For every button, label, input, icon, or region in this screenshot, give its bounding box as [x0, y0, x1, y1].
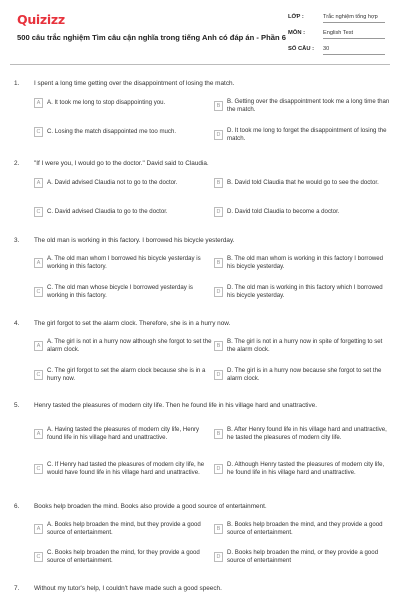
question-text: "If I were you, I would go to the doctor." David said to Claudia. [34, 160, 209, 167]
option-a[interactable] [34, 255, 212, 271]
question-number: 7. [14, 585, 20, 592]
option-text: D. Although Henry tasted the pleasures of modern city life, he found life in his village hard and unattractive. [227, 461, 385, 477]
header-divider [10, 64, 390, 65]
option-a[interactable] [34, 426, 212, 442]
option-c[interactable] [34, 367, 212, 383]
question-text: Books help broaden the mind. Books also provide a good source of entertainment. [34, 503, 267, 510]
option-a[interactable] [34, 338, 212, 354]
question-number: 6. [14, 503, 20, 510]
option-letter: D [214, 370, 223, 380]
option-d[interactable] [214, 549, 392, 565]
option-letter: A [34, 524, 43, 534]
option-b[interactable] [214, 426, 392, 442]
option-letter: C [34, 287, 43, 297]
option-c[interactable] [34, 127, 212, 137]
option-a[interactable] [34, 98, 212, 108]
document-header [0, 0, 400, 62]
meta-subject-value: English Test [323, 30, 385, 39]
option-b[interactable] [214, 521, 392, 537]
option-text: A. David advised Claudia not to go to the doctor. [47, 178, 178, 186]
option-text: A. The girl is not in a hurry now although she forgot to set the alarm clock. [47, 338, 212, 354]
question-text: The old man is working in this factory. I borrowed his bicycle yesterday. [34, 237, 235, 244]
question-number: 1. [14, 80, 20, 87]
option-letter: A [34, 178, 43, 188]
option-a[interactable] [34, 178, 212, 188]
option-letter: B [214, 178, 223, 188]
option-text: B. After Henry found life in his village hard and unattractive, he tasted the pleasures of modern city life. [227, 426, 387, 442]
option-text: D. The old man is working in this factory which I borrowed his bicycle yesterday. [227, 284, 383, 300]
question-number: 2. [14, 160, 20, 167]
option-a[interactable] [34, 521, 212, 537]
option-letter: D [214, 130, 223, 140]
meta-subject-label: MÔN : [288, 30, 306, 36]
option-text: B. The girl is not in a hurry now in spite of forgetting to set the alarm clock. [227, 338, 383, 354]
meta-class-value: Trắc nghiệm tổng hợp [323, 14, 385, 23]
option-letter: A [34, 341, 43, 351]
option-c[interactable] [34, 461, 212, 477]
option-b[interactable] [214, 98, 392, 114]
option-c[interactable] [34, 284, 212, 300]
question-text: The girl forgot to set the alarm clock. Therefore, she is in a hurry now. [34, 320, 231, 327]
option-text: B. Books help broaden the mind, and they provide a good source of entertainment. [227, 521, 383, 537]
option-letter: C [34, 464, 43, 474]
option-c[interactable] [34, 207, 212, 217]
option-text: A. The old man whom I borrowed his bicycle yesterday is working in this factory. [47, 255, 201, 271]
question-number: 5. [14, 402, 20, 409]
option-letter: A [34, 429, 43, 439]
option-text: A. It took me long to stop disappointing you. [47, 98, 166, 106]
option-letter: B [214, 101, 223, 111]
option-text: A. Having tasted the pleasures of modern city life, Henry found life in his village hard and unattractive. [47, 426, 200, 442]
option-text: D. David told Claudia to become a doctor. [227, 207, 340, 215]
question-text: Henry tasted the pleasures of modern city life. Then he found life in his village hard and unattractive. [34, 402, 318, 409]
question-text: Without my tutor's help, I couldn't have made such a good speech. [34, 585, 222, 592]
option-letter: C [34, 127, 43, 137]
option-text: D. Books help broaden the mind, or they provide a good source of entertainment [227, 549, 379, 565]
option-text: D. It took me long to forget the disappointment of losing the match. [227, 127, 387, 143]
option-c[interactable] [34, 549, 212, 565]
option-text: C. David advised Claudia to go to the doctor. [47, 207, 168, 215]
option-text: C. Losing the match disappointed me too much. [47, 127, 177, 135]
option-letter: C [34, 370, 43, 380]
option-d[interactable] [214, 367, 392, 383]
option-d[interactable] [214, 207, 392, 217]
option-d[interactable] [214, 284, 392, 300]
question-text: I spent a long time getting over the disappointment of losing the match. [34, 80, 235, 87]
document-title: 500 câu trắc nghiệm Tìm câu cận nghĩa trong tiếng Anh có đáp án - Phần 6 [17, 33, 286, 42]
option-letter: B [214, 524, 223, 534]
option-b[interactable] [214, 255, 392, 271]
option-d[interactable] [214, 461, 392, 477]
option-letter: A [34, 98, 43, 108]
meta-question-count-label: SỐ CÂU : [288, 46, 315, 52]
option-letter: B [214, 429, 223, 439]
option-b[interactable] [214, 338, 392, 354]
option-text: B. The old man whom is working in this factory I borrowed his bicycle yesterday. [227, 255, 384, 271]
option-letter: D [214, 552, 223, 562]
option-letter: B [214, 341, 223, 351]
option-text: C. Books help broaden the mind, for they provide a good source of entertainment. [47, 549, 200, 565]
option-text: A. Books help broaden the mind, but they provide a good source of entertainment. [47, 521, 201, 537]
quizizz-logo[interactable]: Quizizz [17, 12, 65, 27]
option-letter: C [34, 207, 43, 217]
option-b[interactable] [214, 178, 392, 188]
option-text: B. David told Claudia that he would go to see the doctor. [227, 178, 379, 186]
option-d[interactable] [214, 127, 392, 143]
meta-question-count-value: 30 [323, 46, 385, 55]
option-letter: A [34, 258, 43, 268]
question-number: 3. [14, 237, 20, 244]
option-letter: D [214, 287, 223, 297]
option-letter: C [34, 552, 43, 562]
option-text: C. The old man whose bicycle I borrowed yesterday is working in this factory. [47, 284, 193, 300]
question-number: 4. [14, 320, 20, 327]
option-letter: D [214, 207, 223, 217]
option-text: D. The girl is in a hurry now because she forgot to set the alarm clock. [227, 367, 382, 383]
option-text: C. The girl forgot to set the alarm clock because she is in a hurry now. [47, 367, 206, 383]
meta-class-label: LỚP : [288, 14, 304, 20]
option-letter: D [214, 464, 223, 474]
option-letter: B [214, 258, 223, 268]
option-text: B. Getting over the disappointment took me a long time than the match. [227, 98, 390, 114]
option-text: C. If Henry had tasted the pleasures of modern city life, he would have found life in his village hard and unattractive. [47, 461, 205, 477]
